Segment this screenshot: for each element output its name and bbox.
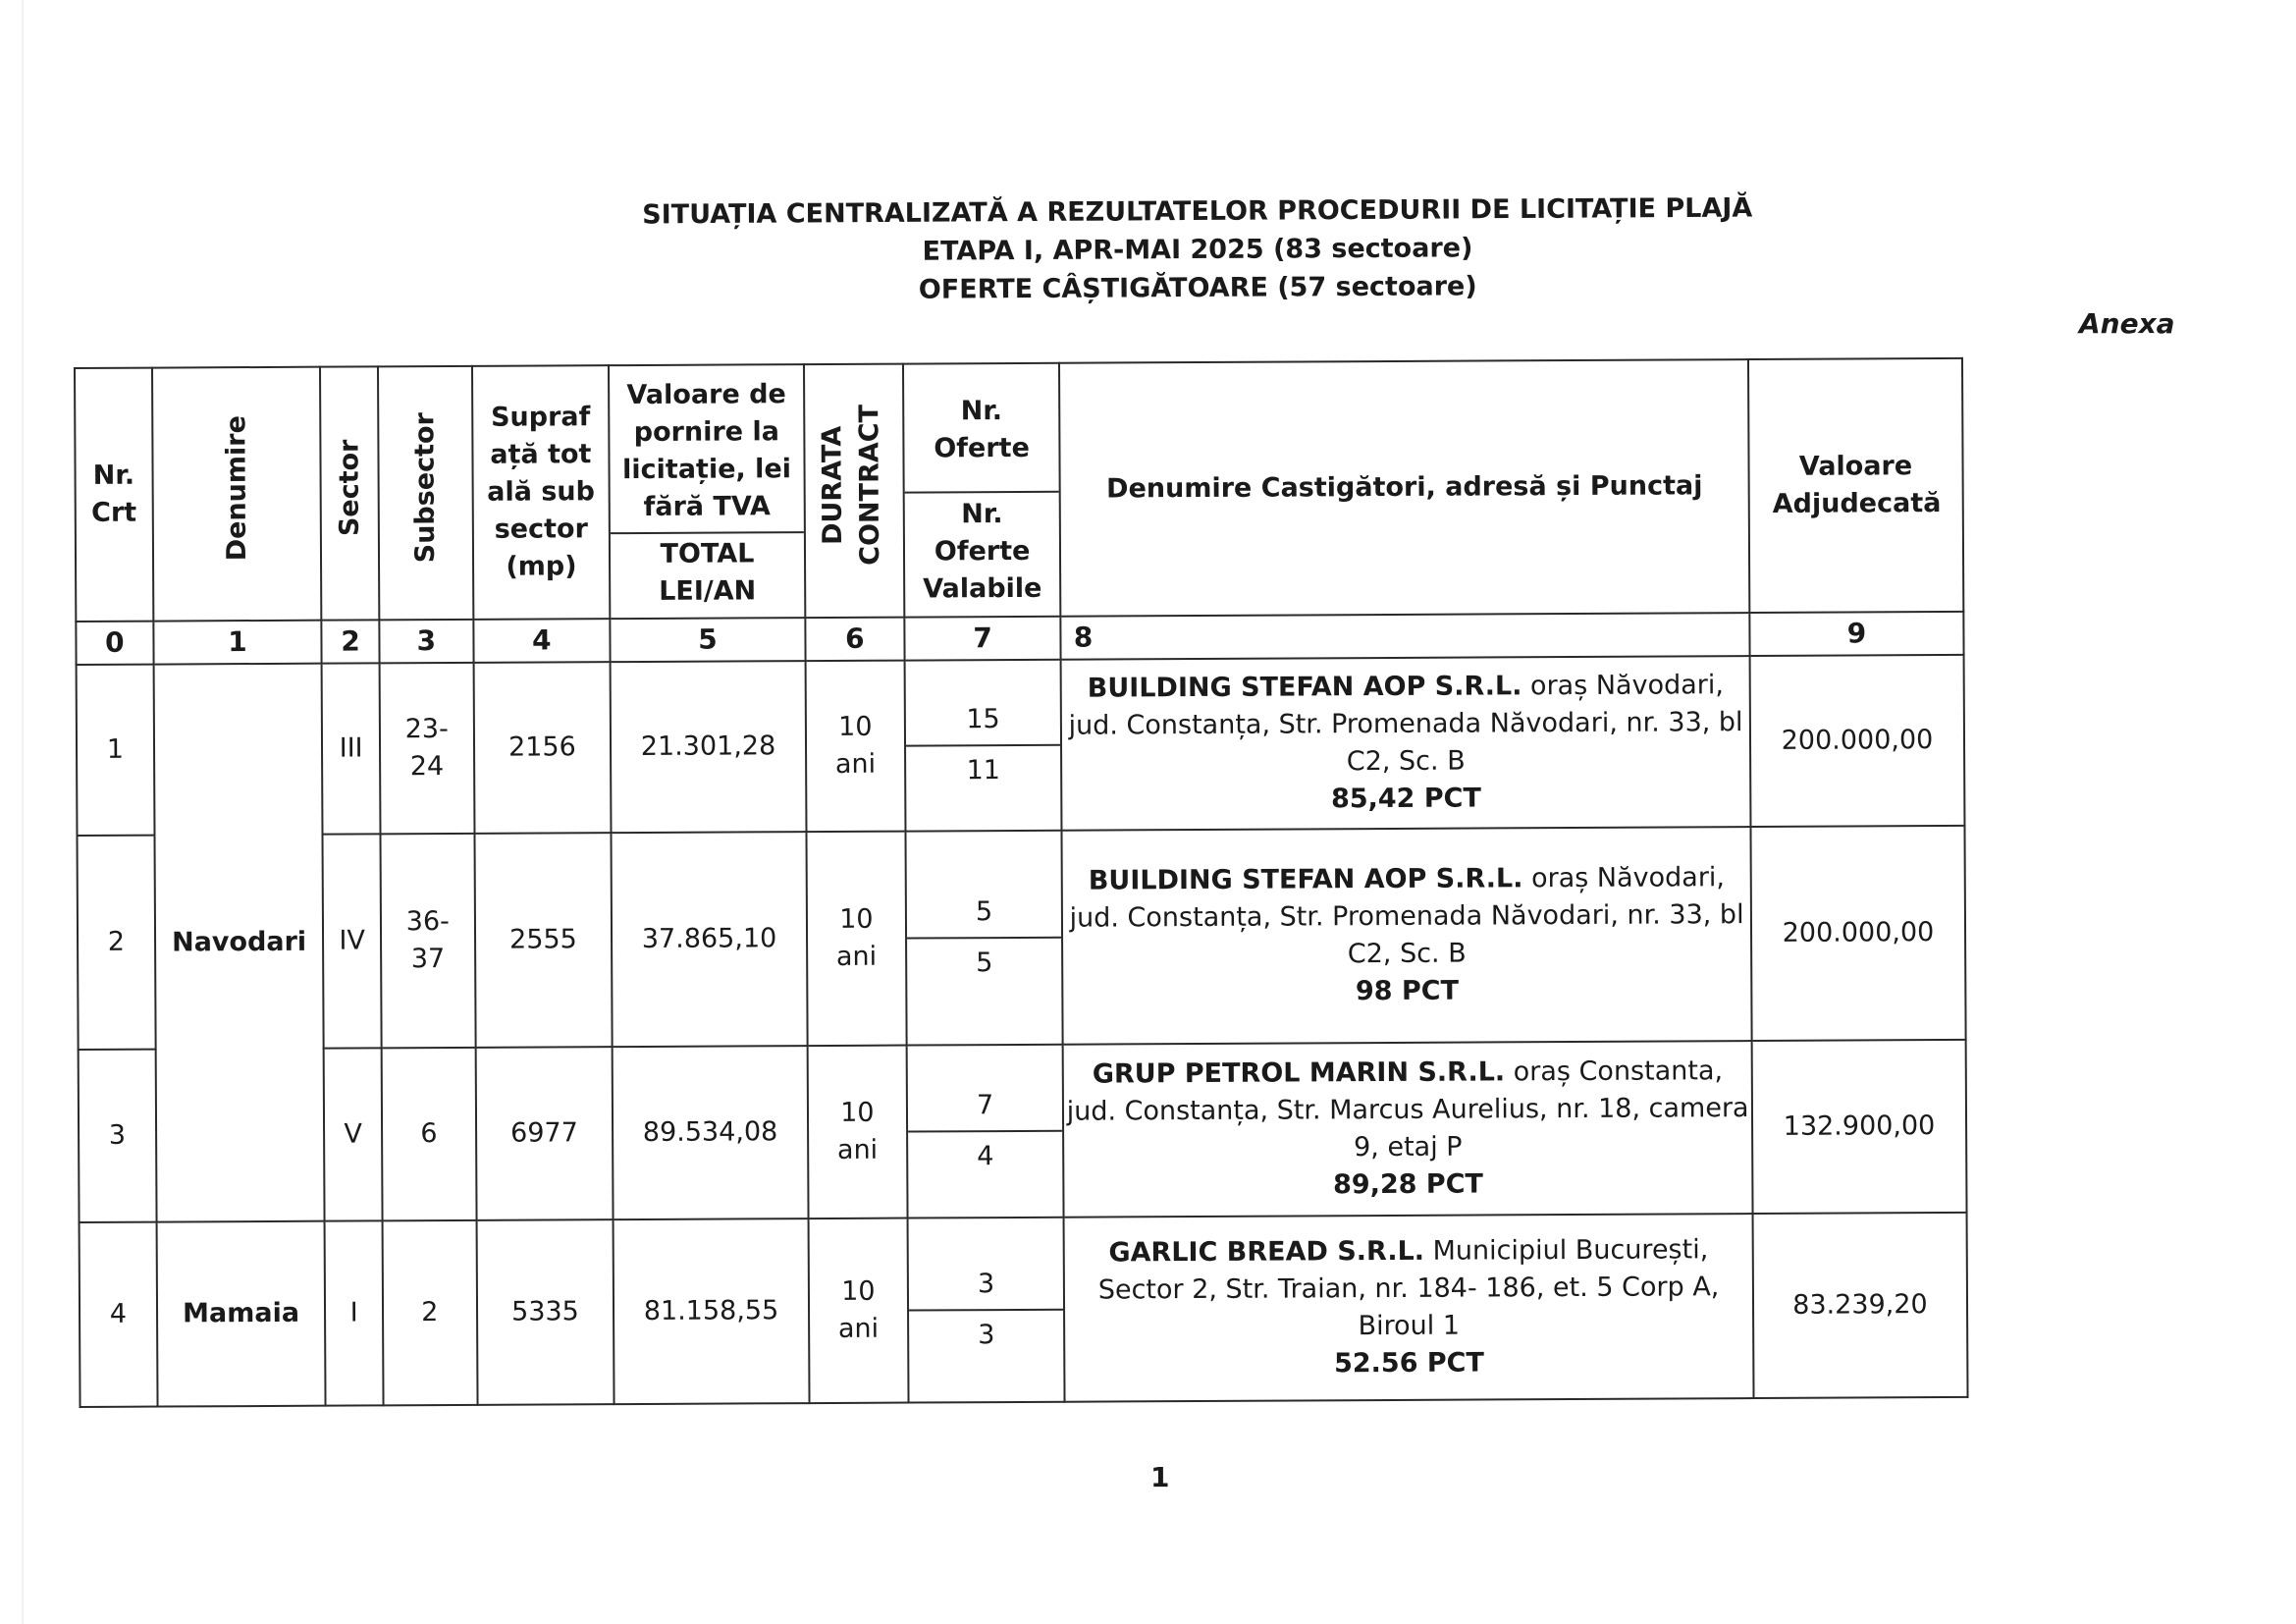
row-oferte: 3 [908,1218,1063,1312]
header-durata: DURATA CONTRACT [804,364,904,619]
row-valoare-pornire: 81.158,55 [614,1218,810,1404]
row-suprafata: 6977 [475,1047,613,1220]
winner-score: 89,28 PCT [1333,1168,1483,1201]
row-sector: I [325,1220,384,1405]
header-suprafata: Suprafață totală subsector (mp) [472,365,611,620]
winner-score: 98 PCT [1355,975,1460,1007]
row-suprafata: 5335 [476,1219,614,1405]
col-num-7: 7 [904,617,1061,661]
denumire-group-navodari: Navodari [153,664,325,1222]
col-num-5: 5 [610,618,805,662]
header-sector: Sector [320,366,379,620]
title-line-2: ETAPA I, APR-MAI 2025 (83 sectoare) [922,233,1473,267]
page-number: 1 [1150,1461,1170,1493]
col-num-2: 2 [322,620,380,663]
header-valoare-pornire: Valoare de pornire la licitație, lei fără TVA TOTAL LEI/AN [609,364,805,619]
row-oferte-valabile: 5 [976,947,993,979]
table-row [80,1213,1968,1407]
table-row [77,826,1965,1050]
row-durata: 10 ani [808,1218,908,1404]
row-nr: 1 [77,665,155,836]
header-subsector: Subsector [378,366,473,620]
header-castigatori: Denumire Castigători, adresă și Punctaj [1059,359,1749,617]
row-subsector: 23- 24 [379,663,474,834]
header-valoare-adjudecata: Valoare Adjudecată [1748,358,1963,613]
row-valoare-pornire: 37.865,10 [612,832,808,1047]
results-table [74,357,1969,1408]
row-durata: 10 ani [805,661,905,833]
title-line-1: SITUAȚIA CENTRALIZATĂ A REZULTATELOR PROCEDURII DE LICITAȚIE PLAJĂ [642,192,1753,231]
header-total-lei-an: TOTAL LEI/AN [611,531,804,613]
row-valoare-adjudecata: 200.000,00 [1750,826,1965,1041]
header-denumire: Denumire [152,367,322,622]
winner-address: Municipiul București, Sector 2, Str. Traian, nr. 184- 186, et. 5 Corp A, Biroul 1 [1097,1234,1720,1342]
row-subsector: 6 [382,1048,477,1220]
header-nr-oferte: Nr. Oferte Nr. Oferte Valabile [903,363,1061,618]
winner-score: 85,42 PCT [1330,783,1481,815]
row-nr: 2 [77,836,155,1050]
header-nr-oferte-valabile: Nr. Oferte Valabile [905,490,1060,611]
page-edge [22,0,24,1624]
header-nr-crt: Nr. Crt [75,368,153,622]
table-row [79,1040,1967,1222]
row-suprafata: 2156 [473,662,611,834]
col-num-1: 1 [153,621,322,665]
header-row [75,358,1963,622]
title-line-3: OFERTE CÂȘTIGĂTOARE (57 sectoare) [918,271,1477,305]
winner-name: BUILDING STEFAN AOP S.R.L. [1088,863,1523,896]
denumire-group-mamaia: Mamaia [156,1221,326,1407]
row-valoare-adjudecata: 132.900,00 [1752,1040,1967,1214]
row-subsector: 2 [382,1220,477,1405]
col-num-9: 9 [1749,612,1963,656]
row-sector: V [324,1048,382,1220]
annex-label: Anexa [2079,307,2175,340]
row-sector: IV [323,834,382,1048]
winner-score: 52.56 PCT [1333,1347,1484,1380]
row-subsector: 36- 37 [380,834,475,1048]
row-winner [1061,656,1750,831]
row-valoare-pornire: 89.534,08 [613,1046,809,1219]
winner-name: GRUP PETROL MARIN S.R.L. [1092,1056,1506,1090]
col-num-0: 0 [76,622,153,665]
winner-name: GARLIC BREAD S.R.L. [1108,1235,1425,1269]
document-title [589,189,1807,311]
row-winner [1064,1214,1754,1402]
winner-address: oraș Năvodari, jud. Constanța, Str. Promenada Năvodari, nr. 33, bl C2, Sc. B [1069,862,1744,970]
row-oferte: 5 [906,832,1061,940]
row-durata: 10 ani [808,1046,908,1219]
row-suprafata: 2555 [474,833,612,1048]
table-row [77,655,1965,836]
row-nr: 4 [80,1222,158,1407]
col-num-8: 8 [1061,613,1750,660]
row-nr: 3 [79,1050,157,1222]
row-valoare-adjudecata: 200.000,00 [1749,655,1964,827]
winner-name: BUILDING STEFAN AOP S.R.L. [1087,671,1522,704]
row-oferte-cell [906,1045,1063,1218]
row-durata: 10 ani [806,832,906,1047]
row-sector: III [322,663,380,834]
row-oferte: 15 [905,661,1060,747]
row-winner [1062,827,1752,1045]
winner-address: oraș Năvodari, jud. Constanța, Str. Promenada Năvodari, nr. 33, bl C2, Sc. B [1068,670,1743,778]
row-oferte-valabile: 3 [978,1320,995,1351]
results-table-wrapper [74,357,1969,1408]
row-winner [1063,1041,1752,1218]
row-oferte-cell [904,660,1061,832]
row-valoare-adjudecata: 83.239,20 [1752,1213,1967,1398]
col-num-4: 4 [473,619,611,663]
col-num-3: 3 [379,620,473,664]
row-oferte-valabile: 4 [977,1141,994,1172]
row-oferte-cell [907,1218,1064,1403]
row-oferte-valabile: 11 [966,755,1001,786]
col-num-6: 6 [805,618,904,662]
row-oferte-cell [905,831,1063,1046]
winner-address: oraș Constanta, jud. Constanța, Str. Marcus Aurelius, nr. 18, camera 9, etaj P [1066,1056,1749,1164]
row-oferte: 7 [907,1046,1062,1133]
row-valoare-pornire: 21.301,28 [611,661,807,833]
